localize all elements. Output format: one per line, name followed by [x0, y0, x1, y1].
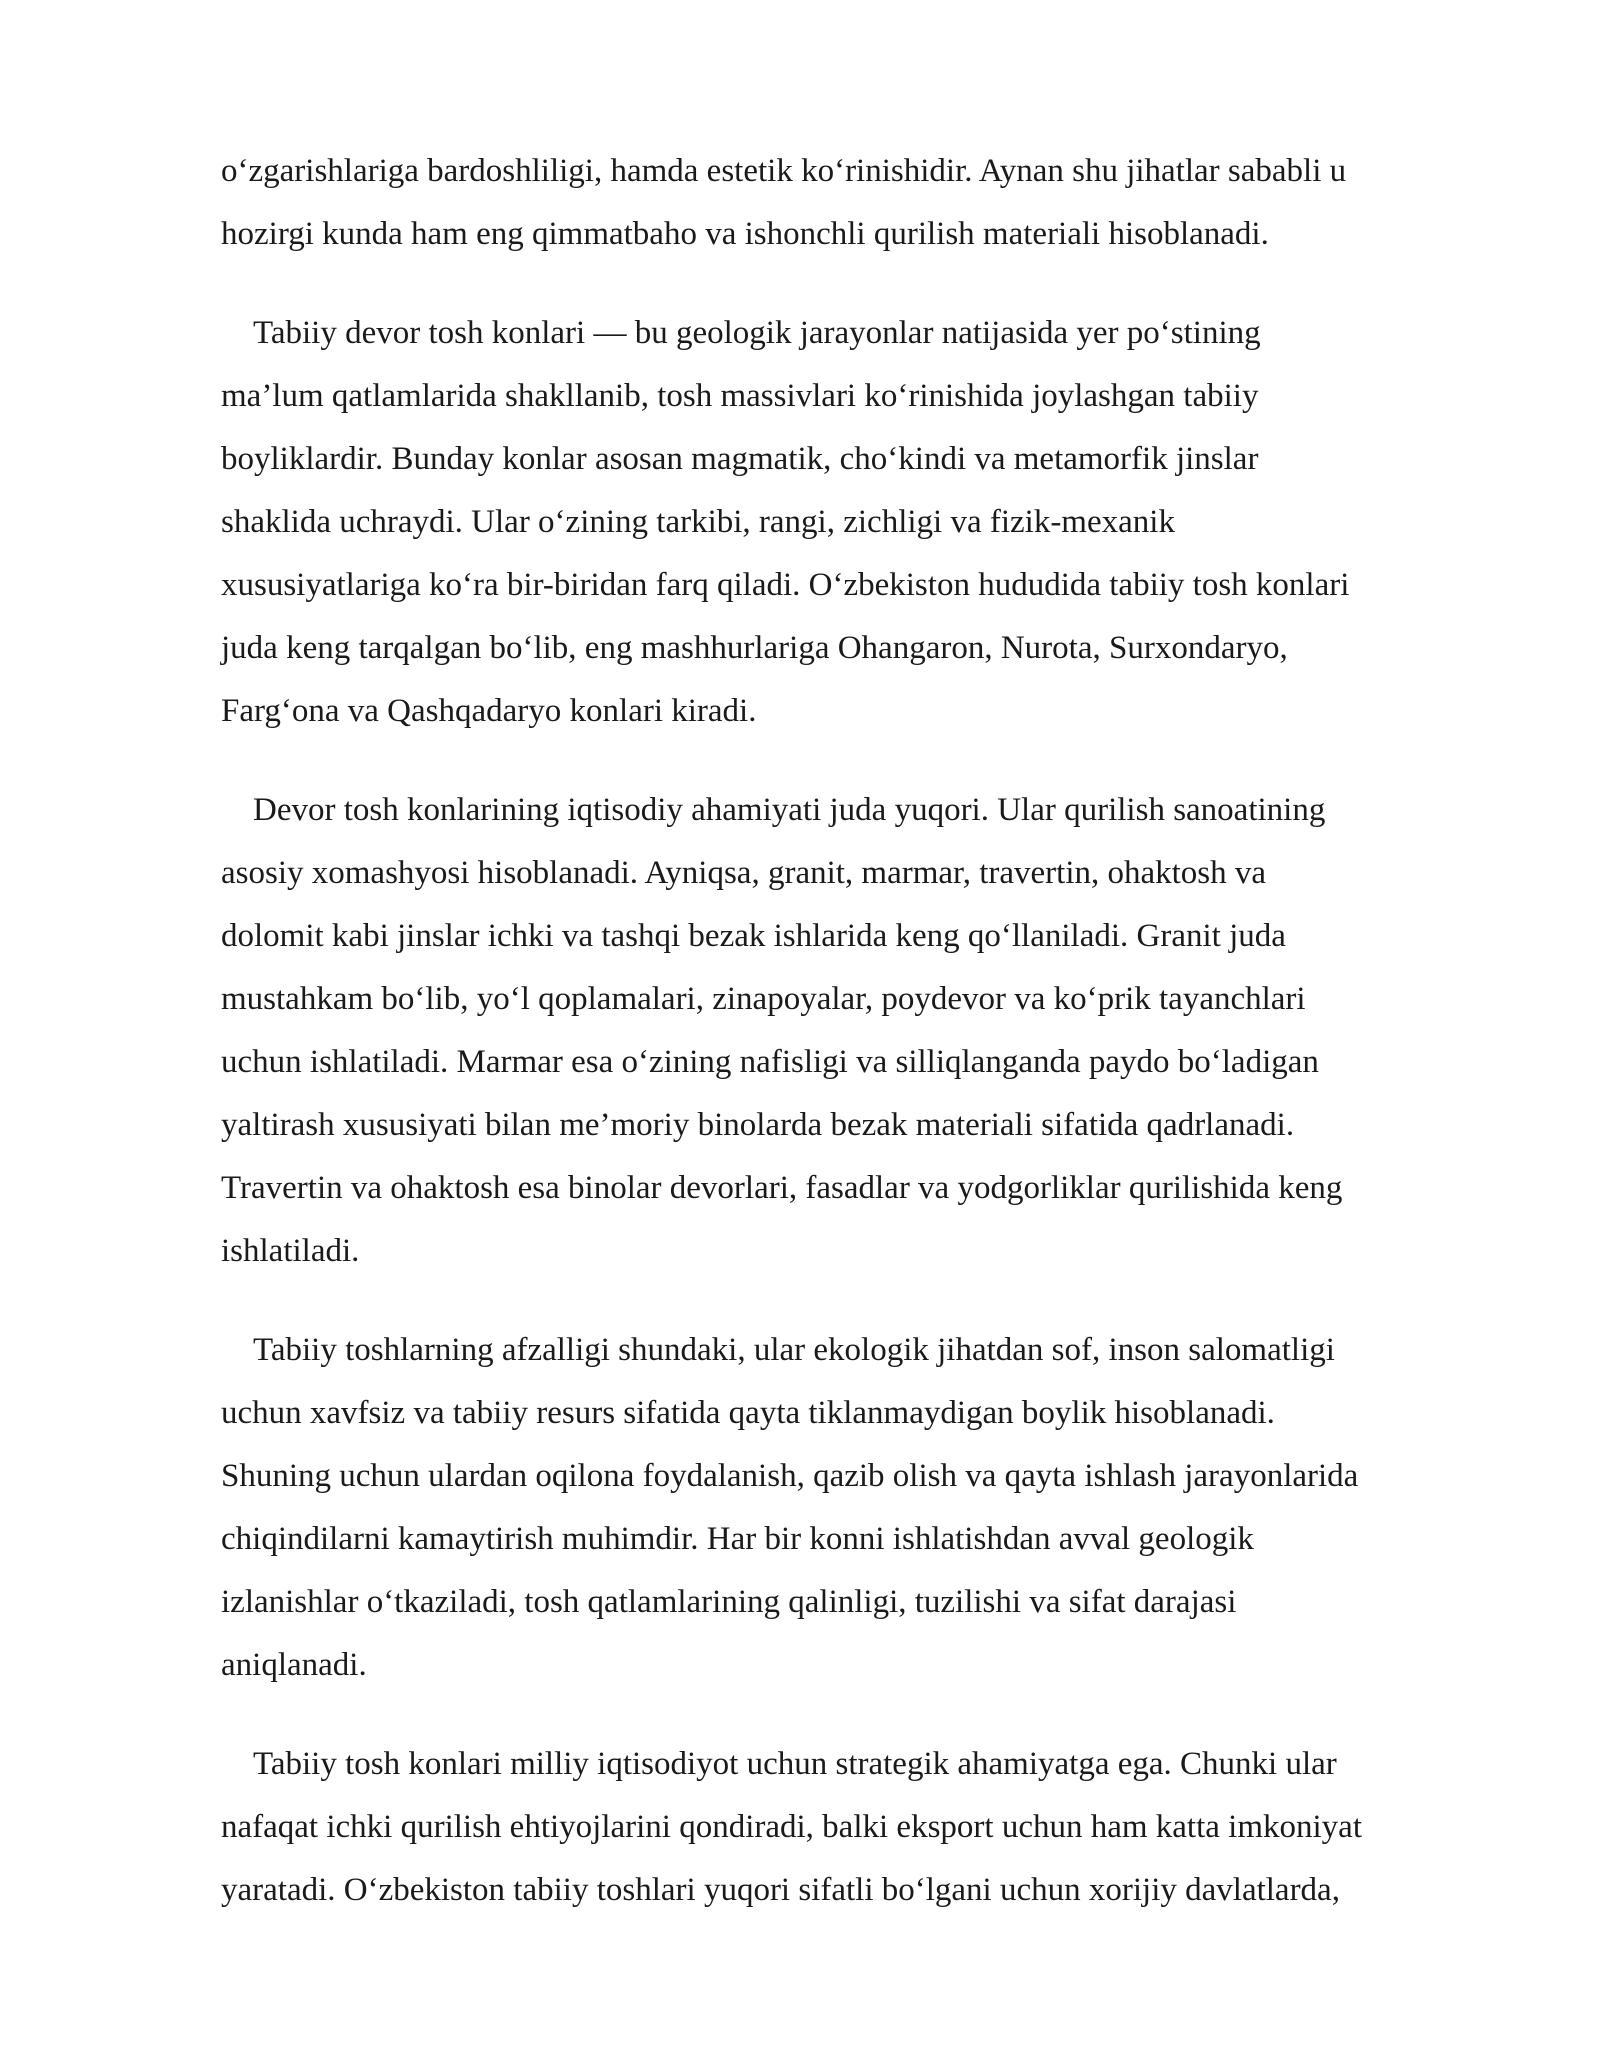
text-line: mustahkam bo‘lib, yo‘l qoplamalari, zinapoyalar, poydevor va ko‘prik tayanchlari — [221, 981, 1306, 1017]
text-line: uchun ishlatiladi. Marmar esa o‘zining nafisligi va silliqlanganda paydo bo‘ladigan — [221, 1044, 1319, 1080]
text-line: izlanishlar o‘tkaziladi, tosh qatlamlarining qalinligi, tuzilishi va sifat darajasi — [221, 1584, 1237, 1620]
text-line: uchun xavfsiz va tabiiy resurs sifatida qayta tiklanmaydigan boylik hisoblanadi. — [221, 1395, 1275, 1431]
paragraph-2 — [221, 302, 1511, 743]
text-line: ishlatiladi. — [221, 1233, 360, 1269]
text-line: nafaqat ichki qurilish ehtiyojlarini qondiradi, balki eksport uchun ham katta imkoniyat — [221, 1809, 1362, 1845]
paragraph-5 — [221, 1733, 1511, 1922]
text-line: Farg‘ona va Qashqadaryo konlari kiradi. — [221, 693, 757, 729]
text-line: yaltirash xususiyati bilan me’moriy binolarda bezak materiali sifatida qadrlanadi. — [221, 1107, 1295, 1143]
text-line: hozirgi kunda ham eng qimmatbaho va ishonchli qurilish materiali hisoblanadi. — [221, 216, 1269, 252]
text-line: Shuning uchun ulardan oqilona foydalanish, qazib olish va qayta ishlash jarayonlarida — [221, 1458, 1359, 1494]
text-line: boyliklardir. Bunday konlar asosan magmatik, cho‘kindi va metamorfik jinslar — [221, 441, 1259, 477]
text-line: aniqlanadi. — [221, 1647, 367, 1683]
text-line: Tabiiy devor tosh konlari — bu geologik jarayonlar natijasida yer po‘stining — [253, 315, 1261, 351]
text-line: Tabiiy tosh konlari milliy iqtisodiyot uchun strategik ahamiyatga ega. Chunki ular — [253, 1746, 1337, 1782]
text-line: Tabiiy toshlarning afzalligi shundaki, ular ekologik jihatdan sof, inson salomatligi — [253, 1332, 1335, 1368]
text-line: shaklida uchraydi. Ular o‘zining tarkibi, rangi, zichligi va fizik-mexanik — [221, 504, 1175, 540]
text-line: dolomit kabi jinslar ichki va tashqi bezak ishlarida keng qo‘llaniladi. Granit juda — [221, 918, 1286, 954]
text-line: chiqindilarni kamaytirish muhimdir. Har bir konni ishlatishdan avval geologik — [221, 1521, 1254, 1557]
text-line: asosiy xomashyosi hisoblanadi. Ayniqsa, granit, marmar, travertin, ohaktosh va — [221, 855, 1267, 891]
text-line: xususiyatlariga ko‘ra bir-biridan farq qiladi. O‘zbekiston hududida tabiiy tosh konlari — [221, 567, 1350, 603]
text-line: yaratadi. O‘zbekiston tabiiy toshlari yuqori sifatli bo‘lgani uchun xorijiy davlatlarda, — [221, 1872, 1340, 1908]
paragraph-4 — [221, 1319, 1511, 1697]
text-line: ma’lum qatlamlarida shakllanib, tosh massivlari ko‘rinishida joylashgan tabiiy — [221, 378, 1259, 414]
text-line: o‘zgarishlariga bardoshliligi, hamda estetik ko‘rinishidir. Aynan shu jihatlar sababli u — [221, 153, 1347, 189]
text-line: Travertin va ohaktosh esa binolar devorlari, fasadlar va yodgorliklar qurilishida keng — [221, 1170, 1343, 1206]
document-body — [221, 140, 1511, 1958]
paragraph-3 — [221, 779, 1511, 1283]
paragraph-1 — [221, 140, 1511, 266]
text-line: Devor tosh konlarining iqtisodiy ahamiyati juda yuqori. Ular qurilish sanoatining — [253, 792, 1326, 828]
text-line: juda keng tarqalgan bo‘lib, eng mashhurlariga Ohangaron, Nurota, Surxondaryo, — [221, 630, 1288, 666]
